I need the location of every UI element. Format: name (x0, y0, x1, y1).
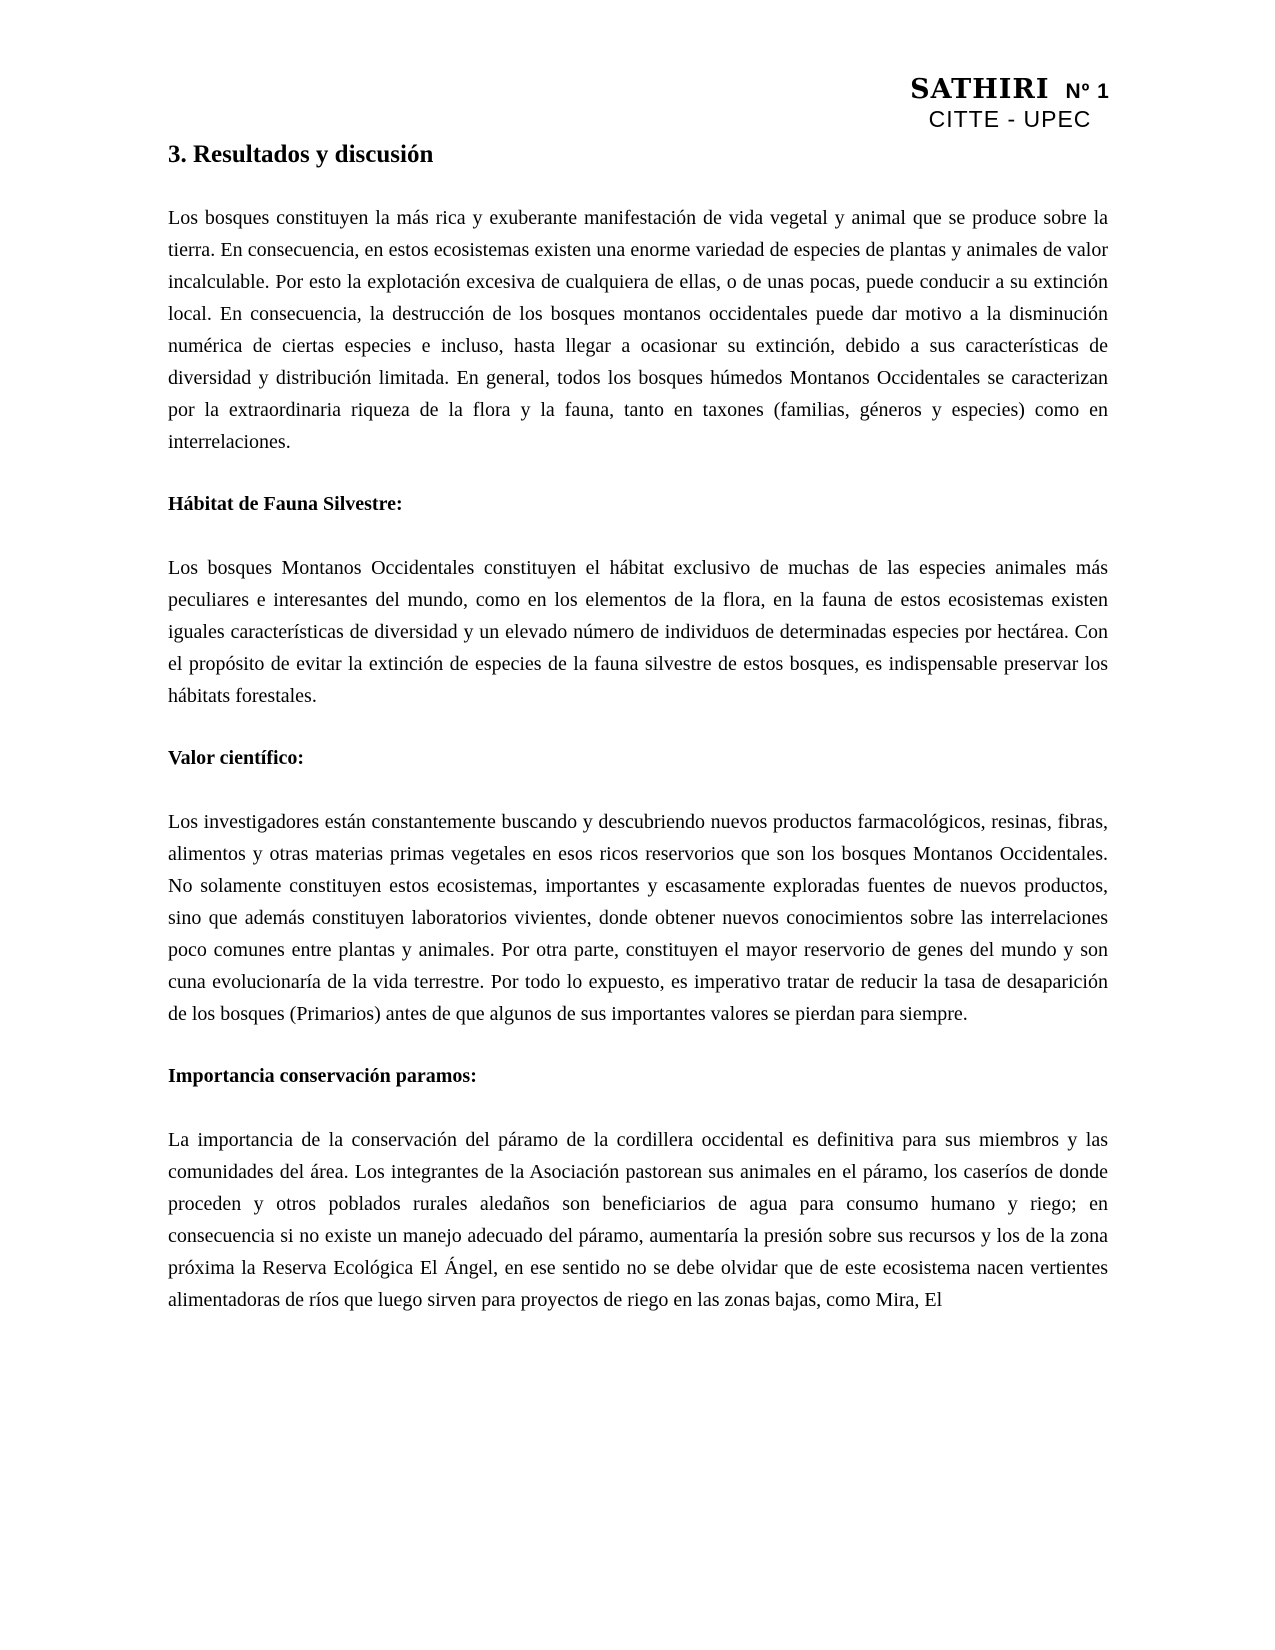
intro-paragraph: Los bosques constituyen la más rica y exuberante manifestación de vida vegetal y animal que se produce sobre la tierra. En consecuencia, en estos ecosistemas existen una enorme variedad de especies de plantas y animales de valor incalculable. Por esto la explotación excesiva de cualquiera de ellas, o de unas pocas, puede conducir a su extinción local. En consecuencia, la destrucción de los bosques montanos occidentales puede dar motivo a la disminución numérica de ciertas especies e incluso, hasta llegar a ocasionar su extinción, debido a sus características de diversidad y distribución limitada. En general, todos los bosques húmedos Montanos Occidentales se caracterizan por la extraordinaria riqueza de la flora y la fauna, tanto en taxones (familias, géneros y especies) como en interrelaciones. (168, 207, 1108, 453)
document-content (168, 140, 1108, 1316)
journal-subtitle: CITTE - UPEC (928, 106, 1092, 132)
section-importancia-conservacion (168, 1060, 1108, 1316)
journal-header (905, 74, 1115, 133)
journal-header-line1 (905, 74, 1115, 105)
section-valor-cientifico (168, 742, 1108, 1030)
journal-issue-number: Nº 1 (1065, 80, 1110, 103)
section-heading-importancia-conservacion: Importancia conservación paramos: (168, 1065, 477, 1087)
journal-title: SATHIRI (910, 74, 1050, 105)
section-heading-valor-cientifico: Valor científico: (168, 747, 305, 769)
section-paragraph-valor-cientifico: Los investigadores están constantemente buscando y descubriendo nuevos productos farmacológicos, resinas, fibras, alimentos y otras materias primas vegetales en esos ricos reservorios que son los bosques Montanos Occidentales. No solamente constituyen estos ecosistemas, importantes y escasamente exploradas fuentes de nuevos productos, sino que además constituyen laboratorios vivientes, donde obtener nuevos conocimientos sobre las interrelaciones poco comunes entre plantas y animales. Por otra parte, constituyen el mayor reservorio de genes del mundo y son cuna evolucionaría de la vida terrestre. Por todo lo expuesto, es imperativo tratar de reducir la tasa de desaparición de los bosques (Primarios) antes de que algunos de sus importantes valores se pierdan para siempre. (168, 811, 1108, 1025)
section-paragraph-importancia-conservacion: La importancia de la conservación del páramo de la cordillera occidental es definitiva para sus miembros y las comunidades del área. Los integrantes de la Asociación pastorean sus animales en el páramo, los caseríos de donde proceden y otros poblados rurales aledaños son beneficiarios de agua para consumo humano y riego; en consecuencia si no existe un manejo adecuado del páramo, aumentaría la presión sobre sus recursos y los de la zona próxima la Reserva Ecológica El Ángel, en ese sentido no se debe olvidar que de este ecosistema nacen vertientes alimentadoras de ríos que luego sirven para proyectos de riego en las zonas bajas, como Mira, El (168, 1129, 1108, 1311)
section-habitat (168, 488, 1108, 712)
section-paragraph-habitat: Los bosques Montanos Occidentales constituyen el hábitat exclusivo de muchas de las especies animales más peculiares e interesantes del mundo, como en los elementos de la flora, en la fauna de estos ecosistemas existen iguales características de diversidad y un elevado número de individuos de determinadas especies por hectárea. Con el propósito de evitar la extinción de especies de la fauna silvestre de estos bosques, es indispensable preservar los hábitats forestales. (168, 557, 1108, 707)
section-heading-habitat: Hábitat de Fauna Silvestre: (168, 493, 403, 515)
page-title: 3. Resultados y discusión (168, 141, 434, 168)
